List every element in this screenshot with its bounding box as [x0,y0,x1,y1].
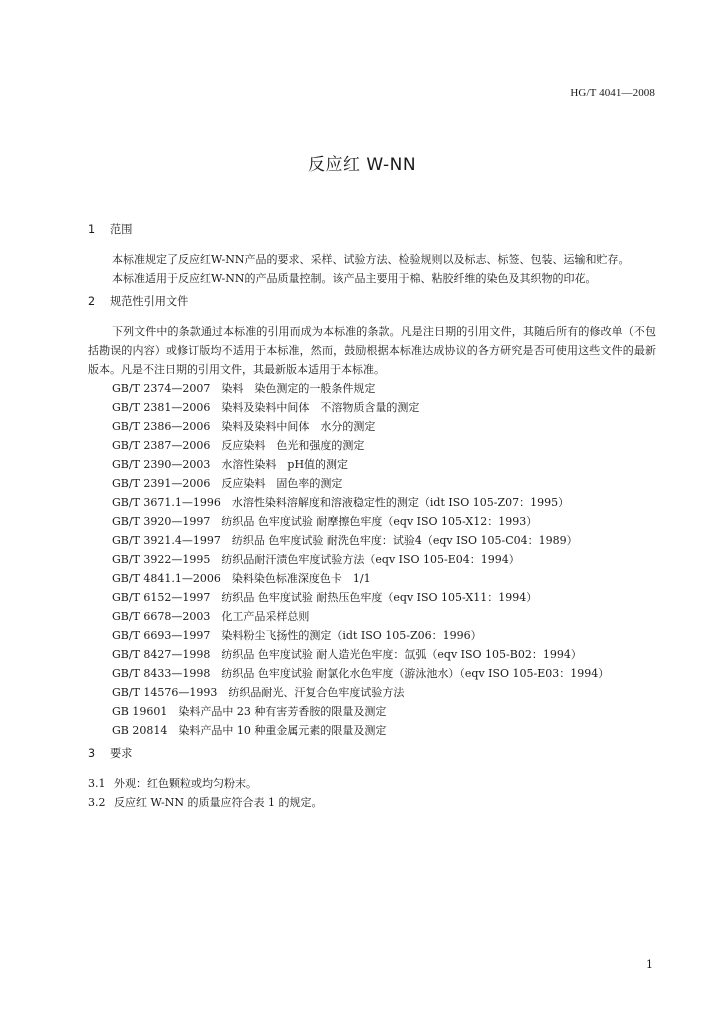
requirement-text: 反应红 W-NN 的质量应符合表 1 的规定。 [114,796,323,809]
reference-item: GB/T 3921.4—1997 纺织品 色牢度试验 耐洗色牢度：试验4（eqv ISO 105-C04：1989） [112,534,578,547]
reference-item: GB 20814 染料产品中 10 种重金属元素的限量及测定 [112,724,387,737]
reference-item: GB/T 6152—1997 纺织品 色牢度试验 耐热压色牢度（eqv ISO 105-X11：1994） [112,591,538,604]
section-title: 规范性引用文件 [110,295,189,308]
reference-item: GB/T 2390—2003 水溶性染料 pH值的测定 [112,458,349,471]
section-title: 范围 [110,223,133,236]
section-number: 3 [88,747,96,760]
requirement-text: 外观：红色颗粒或均匀粉末。 [114,777,257,790]
reference-item: GB/T 8427—1998 纺织品 色牢度试验 耐人造光色牢度：氙弧（eqv ISO 105-B02：1994） [112,648,582,661]
requirement-number: 3.1 [88,777,106,790]
reference-item: GB/T 6693—1997 染料粉尘飞扬性的测定（idt ISO 105-Z06：1996） [112,629,482,642]
reference-item: GB/T 3671.1—1996 水溶性染料溶解度和溶液稳定性的测定（idt ISO 105-Z07：1995） [112,496,570,509]
document-title: 反应红 W-NN [307,155,417,175]
section-1-heading [88,220,656,239]
reference-item: GB/T 2374—2007 染料 染色测定的一般条件规定 [112,382,376,395]
reference-item: GB/T 3922—1995 纺织品耐汗渍色牢度试验方法（eqv ISO 105-E04：1994） [112,553,520,566]
standard-code: HG/T 4041—2008 [570,87,655,99]
reference-item: GB/T 2391—2006 反应染料 固色率的测定 [112,477,343,490]
references-intro: 下列文件中的条款通过本标准的引用而成为本标准的条款。凡是注日期的引用文件，其随后所有的修改单（不包括勘误的内容）或修订版均不适用于本标准，然而，鼓励根据本标准达成协议的各方研究是否可使用这些文件的最新版本。凡是不注日期的引用文件，其最新版本适用于本标准。 [88,325,656,376]
reference-item: GB/T 2381—2006 染料及染料中间体 不溶物质含量的测定 [112,401,420,414]
requirement-item [88,793,656,812]
document-body [88,220,656,812]
reference-item: GB/T 14576—1993 纺织品耐光、汗复合色牢度试验方法 [112,686,405,699]
reference-item: GB/T 4841.1—2006 染料染色标准深度色卡 1/1 [112,572,371,585]
requirement-item [88,774,656,793]
section-number: 2 [88,295,96,308]
reference-item: GB/T 3920—1997 纺织品 色牢度试验 耐摩擦色牢度（eqv ISO 105-X12：1993） [112,515,538,528]
reference-item: GB/T 2386—2006 染料及染料中间体 水分的测定 [112,420,376,433]
reference-item: GB/T 8433—1998 纺织品 色牢度试验 耐氯化水色牢度（游泳池水）（eqv ISO 105-E03：1994） [112,667,610,680]
section-number: 1 [88,223,96,236]
scope-paragraph: 本标准规定了反应红W-NN产品的要求、采样、试验方法、检验规则以及标志、标签、包装、运输和贮存。 [112,253,630,266]
requirement-number: 3.2 [88,796,106,809]
section-2-heading [88,292,656,311]
section-3-heading [88,744,656,763]
reference-item: GB 19601 染料产品中 23 种有害芳香胺的限量及测定 [112,705,387,718]
scope-paragraph: 本标准适用于反应红W-NN的产品质量控制。该产品主要用于棉、粘胶纤维的染色及其织物的印花。 [112,272,597,285]
reference-item: GB/T 2387—2006 反应染料 色光和强度的测定 [112,439,365,452]
section-title: 要求 [110,747,133,760]
reference-item: GB/T 6678—2003 化工产品采样总则 [112,610,310,623]
reference-list [88,379,656,740]
page-number: 1 [646,958,653,971]
